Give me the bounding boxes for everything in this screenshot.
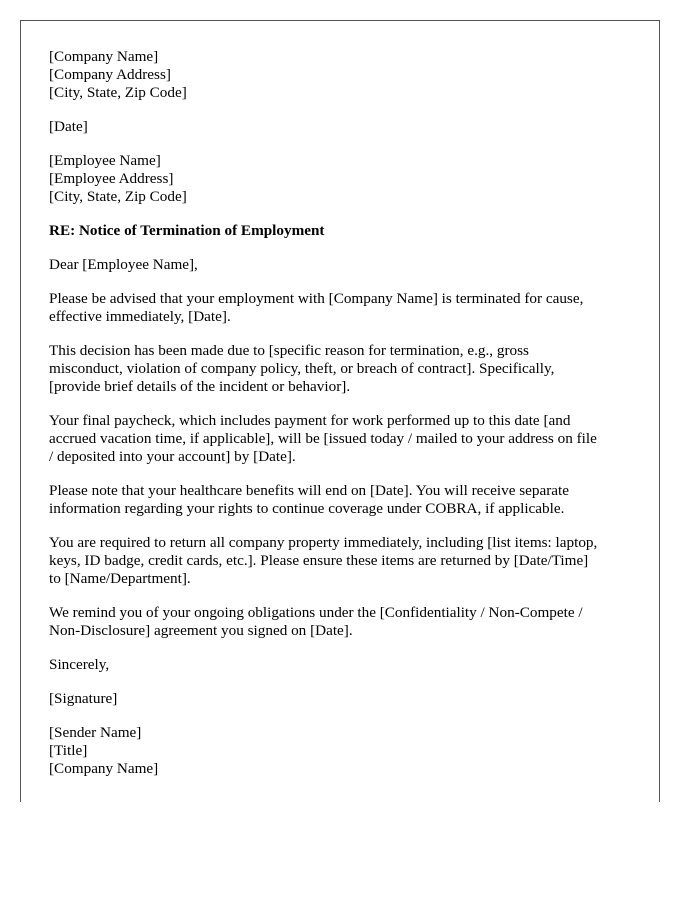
recipient-city-state-zip: [City, State, Zip Code] [49, 188, 187, 205]
letter-paragraphs [49, 290, 639, 640]
salutation: Dear [Employee Name], [49, 256, 198, 273]
date-block [49, 118, 639, 136]
paragraph-line: effective immediately, [Date]. [49, 308, 231, 325]
paragraph-line: / deposited into your account] by [Date]. [49, 448, 296, 465]
paragraph-line: information regarding your rights to continue coverage under COBRA, if applicable. [49, 500, 565, 517]
recipient-address: [Employee Address] [49, 170, 174, 187]
sender-title: [Title] [49, 742, 88, 759]
letter-body [49, 48, 639, 794]
paragraph-line: Please be advised that your employment with [Company Name] is terminated for cause, [49, 290, 584, 307]
body-paragraph [49, 290, 639, 326]
paragraph-line: Your final paycheck, which includes payment for work performed up to this date [and [49, 412, 571, 429]
subject-line: RE: Notice of Termination of Employment [49, 222, 325, 239]
signoff-block [49, 724, 639, 778]
paragraph-line: This decision has been made due to [specific reason for termination, e.g., gross [49, 342, 529, 359]
salutation-block [49, 256, 639, 274]
closing: Sincerely, [49, 656, 110, 673]
body-paragraph [49, 342, 639, 396]
paragraph-line: Non-Disclosure] agreement you signed on [Date]. [49, 622, 353, 639]
closing-block [49, 656, 639, 674]
sender-name: [Sender Name] [49, 724, 142, 741]
recipient-name: [Employee Name] [49, 152, 161, 169]
body-paragraph [49, 604, 639, 640]
sender-city-state-zip: [City, State, Zip Code] [49, 84, 187, 101]
letter-date: [Date] [49, 118, 88, 135]
paragraph-line: to [Name/Department]. [49, 570, 191, 587]
subject-block [49, 222, 639, 240]
sender-company-address: [Company Address] [49, 66, 171, 83]
paragraph-line: [provide brief details of the incident or behavior]. [49, 378, 351, 395]
paragraph-line: We remind you of your ongoing obligations under the [Confidentiality / Non-Compete / [49, 604, 583, 621]
paragraph-line: misconduct, violation of company policy, theft, or breach of contract]. Specifically, [49, 360, 555, 377]
paragraph-line: accrued vacation time, if applicable], will be [issued today / mailed to your address on file [49, 430, 597, 447]
signoff-company-name: [Company Name] [49, 760, 159, 777]
recipient-address-block [49, 152, 639, 206]
body-paragraph [49, 412, 639, 466]
body-paragraph [49, 482, 639, 518]
paragraph-line: Please note that your healthcare benefits will end on [Date]. You will receive separate [49, 482, 569, 499]
signature-block [49, 690, 639, 708]
paragraph-line: You are required to return all company property immediately, including [list items: laptop, [49, 534, 598, 551]
sender-address-block [49, 48, 639, 102]
body-paragraph [49, 534, 639, 588]
sender-company-name: [Company Name] [49, 48, 159, 65]
paragraph-line: keys, ID badge, credit cards, etc.]. Please ensure these items are returned by [Date/Time] [49, 552, 589, 569]
signature-placeholder: [Signature] [49, 690, 118, 707]
